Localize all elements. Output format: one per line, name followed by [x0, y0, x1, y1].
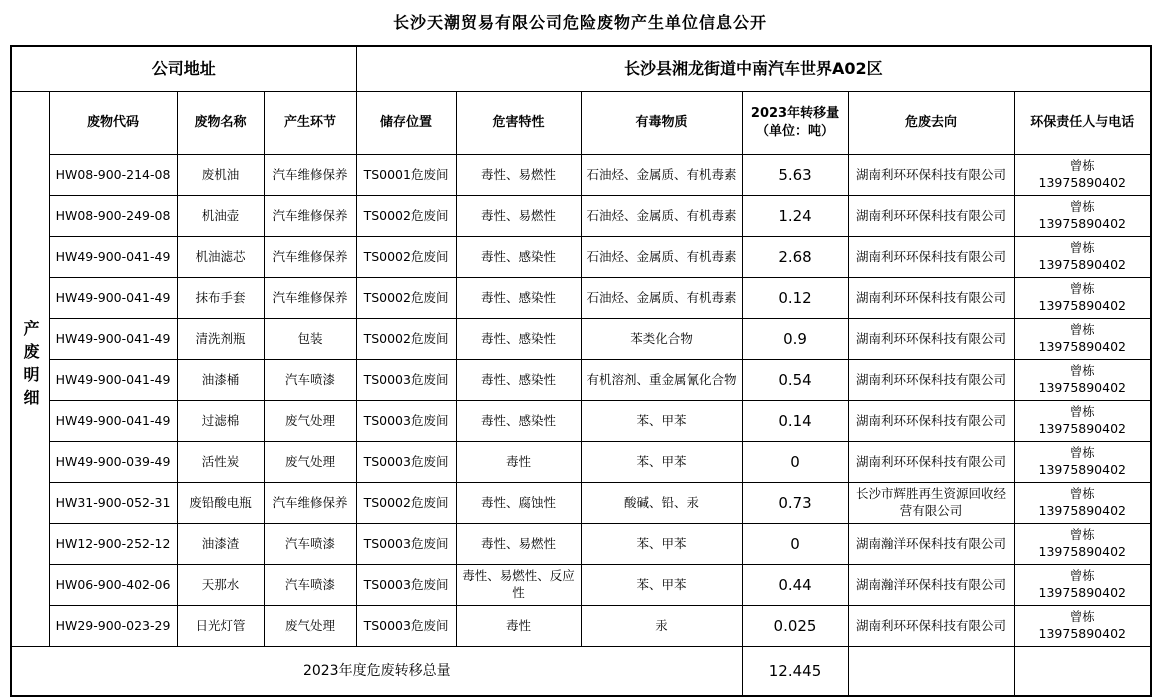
section-label-cell [11, 92, 49, 647]
waste-name: 清洗剂瓶 [177, 319, 264, 360]
waste-row [11, 524, 1151, 565]
production-stage: 汽车维修保养 [264, 483, 356, 524]
waste-code: HW29-900-023-29 [49, 606, 177, 647]
waste-name: 机油滤芯 [177, 237, 264, 278]
total-contact-empty-cell [1014, 647, 1151, 697]
col-header-waste-name: 废物名称 [177, 92, 264, 155]
waste-destination: 湖南瀚洋环保科技有限公司 [848, 565, 1014, 606]
hazard-traits: 毒性 [456, 606, 581, 647]
waste-name: 过滤棉 [177, 401, 264, 442]
contact-cell [1014, 196, 1151, 237]
storage-location: TS0002危废间 [356, 237, 456, 278]
waste-destination: 湖南利环环保科技有限公司 [848, 155, 1014, 196]
contact-name: 曾栋 [1069, 240, 1095, 256]
storage-location: TS0002危废间 [356, 319, 456, 360]
toxic-substances: 苯类化合物 [581, 319, 742, 360]
transfer-amount: 0 [742, 524, 848, 565]
waste-destination: 湖南利环环保科技有限公司 [848, 360, 1014, 401]
total-label: 2023年度危废转移总量 [11, 647, 742, 697]
production-stage: 汽车喷漆 [264, 524, 356, 565]
waste-destination: 湖南利环环保科技有限公司 [848, 401, 1014, 442]
company-address-value: 长沙县湘龙街道中南汽车世界A02区 [356, 46, 1151, 92]
waste-destination: 湖南利环环保科技有限公司 [848, 319, 1014, 360]
waste-destination: 长沙市辉胜再生资源回收经营有限公司 [848, 483, 1014, 524]
page-title: 长沙天潮贸易有限公司危险废物产生单位信息公开 [392, 13, 767, 32]
waste-destination: 湖南利环环保科技有限公司 [848, 442, 1014, 483]
toxic-substances: 汞 [581, 606, 742, 647]
hazard-traits: 毒性、感染性 [456, 360, 581, 401]
contact-phone: 13975890402 [1038, 462, 1126, 477]
waste-row [11, 196, 1151, 237]
waste-disclosure-table [10, 45, 1152, 697]
toxic-substances: 酸碱、铅、汞 [581, 483, 742, 524]
waste-row [11, 155, 1151, 196]
storage-location: TS0003危废间 [356, 606, 456, 647]
storage-location: TS0002危废间 [356, 278, 456, 319]
col-header-production-stage: 产生环节 [264, 92, 356, 155]
contact-name: 曾栋 [1069, 486, 1095, 502]
production-stage: 废气处理 [264, 442, 356, 483]
contact-cell [1014, 483, 1151, 524]
toxic-substances: 苯、甲苯 [581, 565, 742, 606]
hazard-traits: 毒性、易燃性 [456, 196, 581, 237]
toxic-substances: 石油烃、金属质、有机毒素 [581, 278, 742, 319]
waste-name: 油漆渣 [177, 524, 264, 565]
column-header-row [11, 92, 1151, 155]
contact-cell [1014, 319, 1151, 360]
hazard-traits: 毒性、易燃性、反应性 [456, 565, 581, 606]
hazard-traits: 毒性、感染性 [456, 237, 581, 278]
contact-cell [1014, 565, 1151, 606]
waste-row [11, 483, 1151, 524]
toxic-substances: 有机溶剂、重金属氰化合物 [581, 360, 742, 401]
storage-location: TS0003危废间 [356, 565, 456, 606]
waste-code: HW49-900-039-49 [49, 442, 177, 483]
col-header-transfer-amount-unit: （单位：吨） [756, 124, 835, 139]
contact-phone: 13975890402 [1038, 175, 1126, 190]
contact-phone: 13975890402 [1038, 339, 1126, 354]
waste-row [11, 237, 1151, 278]
waste-code: HW12-900-252-12 [49, 524, 177, 565]
col-header-toxic-substances: 有毒物质 [581, 92, 742, 155]
production-stage: 汽车维修保养 [264, 155, 356, 196]
contact-cell [1014, 278, 1151, 319]
hazard-traits: 毒性 [456, 442, 581, 483]
col-header-contact: 环保责任人与电话 [1014, 92, 1151, 155]
waste-name: 活性炭 [177, 442, 264, 483]
waste-name: 抹布手套 [177, 278, 264, 319]
hazard-traits: 毒性、易燃性 [456, 524, 581, 565]
col-header-storage-location: 储存位置 [356, 92, 456, 155]
toxic-substances: 苯、甲苯 [581, 442, 742, 483]
toxic-substances: 石油烃、金属质、有机毒素 [581, 237, 742, 278]
production-stage: 汽车喷漆 [264, 360, 356, 401]
waste-row [11, 565, 1151, 606]
contact-name: 曾栋 [1069, 609, 1095, 625]
storage-location: TS0002危废间 [356, 483, 456, 524]
transfer-amount: 0 [742, 442, 848, 483]
hazard-traits: 毒性、感染性 [456, 401, 581, 442]
contact-cell [1014, 524, 1151, 565]
storage-location: TS0003危废间 [356, 524, 456, 565]
contact-phone: 13975890402 [1038, 298, 1126, 313]
total-destination-empty-cell [848, 647, 1014, 697]
waste-code: HW08-900-249-08 [49, 196, 177, 237]
contact-cell [1014, 360, 1151, 401]
section-label: 产废明细 [21, 320, 41, 413]
transfer-amount: 0.73 [742, 483, 848, 524]
col-header-transfer-amount [742, 92, 848, 155]
waste-row [11, 319, 1151, 360]
total-row [11, 647, 1151, 697]
hazard-traits: 毒性、感染性 [456, 319, 581, 360]
waste-row [11, 606, 1151, 647]
contact-name: 曾栋 [1069, 322, 1095, 338]
waste-row [11, 401, 1151, 442]
transfer-amount: 0.14 [742, 401, 848, 442]
contact-phone: 13975890402 [1038, 503, 1126, 518]
waste-name: 日光灯管 [177, 606, 264, 647]
contact-cell [1014, 401, 1151, 442]
production-stage: 废气处理 [264, 606, 356, 647]
waste-code: HW49-900-041-49 [49, 319, 177, 360]
waste-destination: 湖南利环环保科技有限公司 [848, 278, 1014, 319]
transfer-amount: 0.44 [742, 565, 848, 606]
contact-phone: 13975890402 [1038, 216, 1126, 231]
contact-name: 曾栋 [1069, 445, 1095, 461]
toxic-substances: 石油烃、金属质、有机毒素 [581, 155, 742, 196]
transfer-amount: 5.63 [742, 155, 848, 196]
production-stage: 汽车维修保养 [264, 237, 356, 278]
waste-code: HW31-900-052-31 [49, 483, 177, 524]
contact-phone: 13975890402 [1038, 257, 1126, 272]
storage-location: TS0003危废间 [356, 360, 456, 401]
col-header-waste-destination: 危废去向 [848, 92, 1014, 155]
storage-location: TS0001危废间 [356, 155, 456, 196]
col-header-hazard-traits: 危害特性 [456, 92, 581, 155]
contact-name: 曾栋 [1069, 158, 1095, 174]
transfer-amount: 1.24 [742, 196, 848, 237]
waste-code: HW06-900-402-06 [49, 565, 177, 606]
waste-code: HW49-900-041-49 [49, 401, 177, 442]
contact-phone: 13975890402 [1038, 585, 1126, 600]
production-stage: 汽车喷漆 [264, 565, 356, 606]
storage-location: TS0003危废间 [356, 401, 456, 442]
transfer-amount: 0.54 [742, 360, 848, 401]
waste-destination: 湖南利环环保科技有限公司 [848, 606, 1014, 647]
waste-destination: 湖南利环环保科技有限公司 [848, 237, 1014, 278]
contact-name: 曾栋 [1069, 527, 1095, 543]
production-stage: 汽车维修保养 [264, 196, 356, 237]
production-stage: 包装 [264, 319, 356, 360]
contact-name: 曾栋 [1069, 568, 1095, 584]
contact-name: 曾栋 [1069, 404, 1095, 420]
waste-name: 废机油 [177, 155, 264, 196]
contact-cell [1014, 237, 1151, 278]
toxic-substances: 石油烃、金属质、有机毒素 [581, 196, 742, 237]
contact-cell [1014, 155, 1151, 196]
storage-location: TS0002危废间 [356, 196, 456, 237]
contact-cell [1014, 606, 1151, 647]
waste-code: HW49-900-041-49 [49, 278, 177, 319]
waste-row [11, 278, 1151, 319]
transfer-amount: 0.12 [742, 278, 848, 319]
contact-name: 曾栋 [1069, 281, 1095, 297]
company-address-label: 公司地址 [11, 46, 356, 92]
waste-name: 废铅酸电瓶 [177, 483, 264, 524]
toxic-substances: 苯、甲苯 [581, 401, 742, 442]
contact-phone: 13975890402 [1038, 544, 1126, 559]
transfer-amount: 0.025 [742, 606, 848, 647]
waste-name: 机油壶 [177, 196, 264, 237]
contact-phone: 13975890402 [1038, 626, 1126, 641]
contact-phone: 13975890402 [1038, 421, 1126, 436]
col-header-transfer-amount-line1: 2023年转移量 [750, 106, 840, 122]
waste-name: 油漆桶 [177, 360, 264, 401]
production-stage: 废气处理 [264, 401, 356, 442]
toxic-substances: 苯、甲苯 [581, 524, 742, 565]
waste-code: HW49-900-041-49 [49, 360, 177, 401]
contact-name: 曾栋 [1069, 199, 1095, 215]
waste-destination: 湖南利环环保科技有限公司 [848, 196, 1014, 237]
transfer-amount: 0.9 [742, 319, 848, 360]
waste-code: HW49-900-041-49 [49, 237, 177, 278]
waste-code: HW08-900-214-08 [49, 155, 177, 196]
production-stage: 汽车维修保养 [264, 278, 356, 319]
waste-row [11, 360, 1151, 401]
transfer-amount: 2.68 [742, 237, 848, 278]
hazard-traits: 毒性、感染性 [456, 278, 581, 319]
contact-name: 曾栋 [1069, 363, 1095, 379]
hazard-traits: 毒性、腐蚀性 [456, 483, 581, 524]
hazard-traits: 毒性、易燃性 [456, 155, 581, 196]
col-header-waste-code: 废物代码 [49, 92, 177, 155]
contact-phone: 13975890402 [1038, 380, 1126, 395]
contact-cell [1014, 442, 1151, 483]
storage-location: TS0003危废间 [356, 442, 456, 483]
waste-destination: 湖南瀚洋环保科技有限公司 [848, 524, 1014, 565]
waste-row [11, 442, 1151, 483]
waste-name: 天那水 [177, 565, 264, 606]
total-transfer-amount: 12.445 [742, 647, 848, 697]
address-row [11, 46, 1151, 92]
